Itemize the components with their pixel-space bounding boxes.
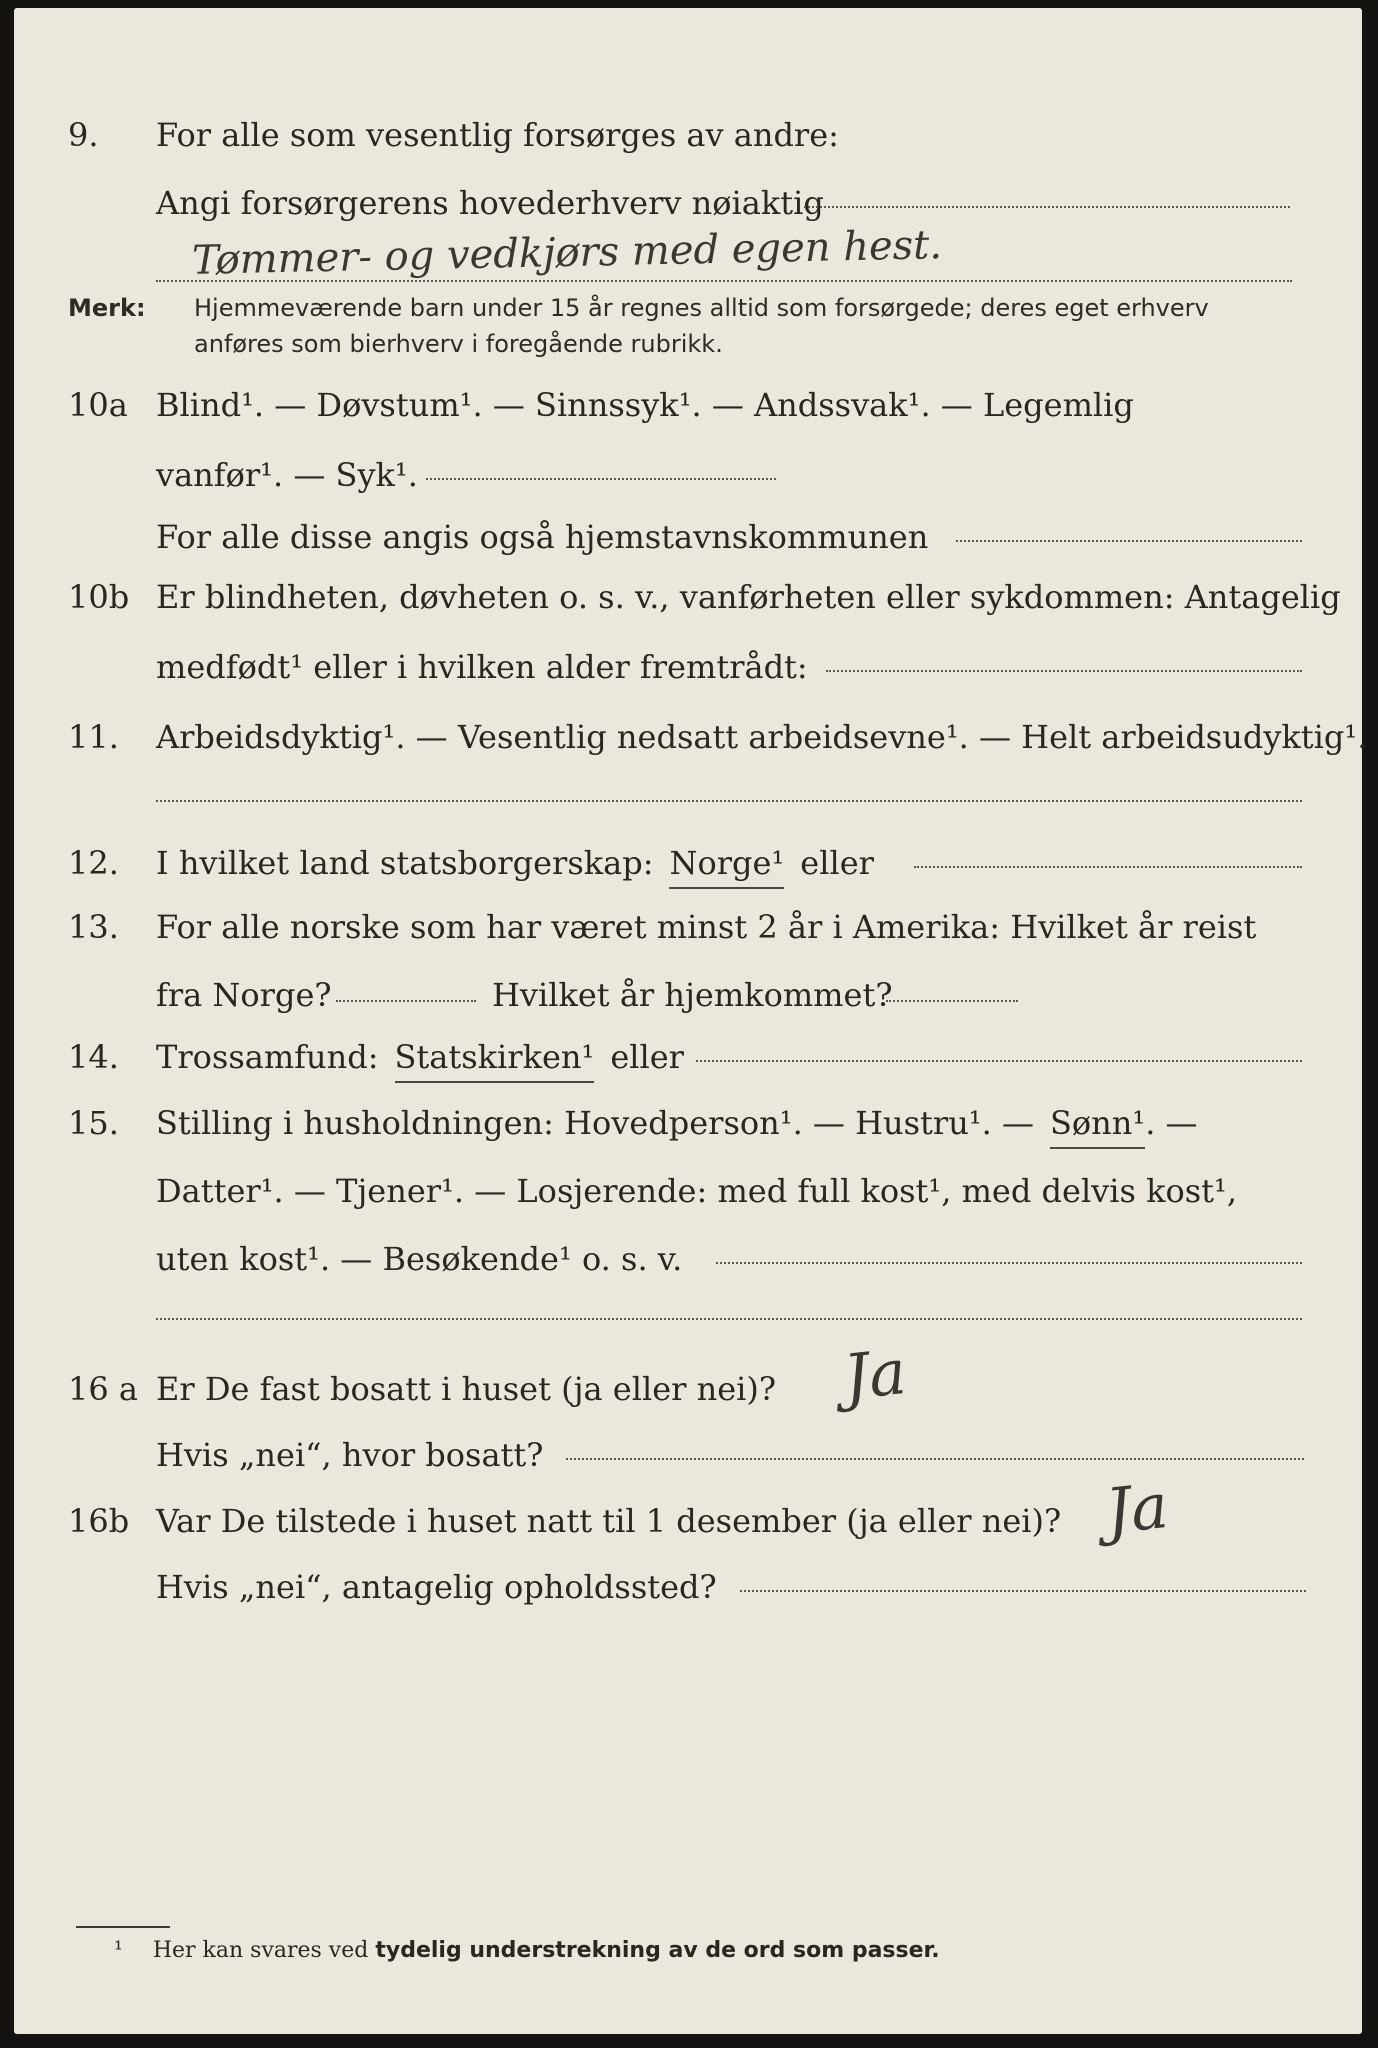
question-text: Hvis „nei“, hvor bosatt? (156, 1436, 544, 1474)
question-text: For alle norske som har været minst 2 år i Amerika: Hvilket år reist (156, 908, 1257, 946)
question-15-line-2 (14, 1168, 1362, 1214)
question-12 (14, 840, 1362, 886)
question-text: Datter¹. — Tjener¹. — Losjerende: med full kost¹, med delvis kost¹, (156, 1172, 1238, 1210)
question-9 (14, 112, 1362, 158)
question-text: Hvis „nei“, antagelig opholdssted? (156, 1568, 717, 1606)
question-number: 10b (68, 578, 130, 616)
question-text: Stilling i husholdningen: Hovedperson¹. — Hustru¹. — Sønn¹ . — (156, 1100, 1198, 1149)
question-10b (14, 574, 1362, 620)
question-text: Arbeidsdyktig¹. — Vesentlig nedsatt arbeidsevne¹. — Helt arbeidsudyktig¹. (156, 718, 1368, 756)
dotted-leader (156, 280, 1292, 282)
question-16b-line-2 (14, 1564, 1362, 1610)
note-label: Merk: (68, 294, 146, 322)
underlined-answer: Norge¹ (669, 840, 784, 889)
dotted-leader (826, 670, 1302, 672)
question-number: 16 a (68, 1370, 138, 1408)
question-text: I hvilket land statsborgerskap: Norge¹ eller (156, 840, 874, 889)
dotted-leader (886, 1000, 1018, 1002)
question-number: 14. (68, 1038, 119, 1076)
question-text: Er De fast bosatt i huset (ja eller nei)? (156, 1370, 777, 1408)
question-text: uten kost¹. — Besøkende¹ o. s. v. (156, 1240, 683, 1278)
question-text: fra Norge? (156, 976, 332, 1014)
footnote-rule (76, 1926, 170, 1928)
dotted-leader (426, 478, 776, 480)
question-10a-line-2 (14, 452, 1362, 498)
question-11 (14, 714, 1368, 760)
note-text-line-1: Hjemmeværende barn under 15 år regnes alltid som forsørgede; deres eget erhverv (194, 294, 1209, 322)
question-10a (14, 382, 1362, 428)
underlined-answer: Sønn¹ (1050, 1100, 1145, 1149)
question-10b-line-2 (14, 644, 1362, 690)
dotted-leader (156, 800, 1302, 802)
question-text: Er blindheten, døvheten o. s. v., vanførheten eller sykdommen: Antagelig (156, 578, 1341, 616)
question-13-line-2 (14, 972, 1362, 1018)
question-9-line-2 (14, 180, 1362, 226)
dotted-leader (956, 540, 1302, 542)
footnote-text: Her kan svares ved (152, 1938, 369, 1963)
question-number: 10a (68, 386, 128, 424)
question-14 (14, 1034, 1362, 1080)
question-16a (14, 1366, 1362, 1412)
question-text: medfødt¹ eller i hvilken alder fremtrådt: (156, 648, 808, 686)
dotted-leader (716, 1262, 1302, 1264)
dotted-leader (156, 1318, 1302, 1320)
footnote-bold-text: tydelig understrekning av de ord som passer. (375, 1938, 940, 1963)
question-text: For alle som vesentlig forsørges av andre: (156, 116, 839, 154)
question-number: 11. (68, 718, 119, 756)
dotted-leader (696, 1060, 1302, 1062)
question-text: Angi forsørgerens hovederhverv nøiaktig (156, 184, 824, 222)
dotted-leader (804, 206, 1290, 208)
question-number: 16b (68, 1502, 130, 1540)
question-number: 12. (68, 844, 119, 882)
question-15 (14, 1100, 1362, 1146)
underlined-answer: Statskirken¹ (395, 1034, 595, 1083)
footnote-mark: ¹ (114, 1938, 123, 1963)
question-text: Blind¹. — Døvstum¹. — Sinnssyk¹. — Andssvak¹. — Legemlig (156, 386, 1134, 424)
note-text-line-2: anføres som bierhverv i foregående rubrikk. (194, 330, 723, 358)
question-text: vanfør¹. — Syk¹. (156, 456, 418, 494)
question-number: 13. (68, 908, 119, 946)
question-number: 15. (68, 1104, 119, 1142)
footnote (114, 1936, 940, 1966)
dotted-leader (914, 866, 1302, 868)
question-15-line-3 (14, 1236, 1362, 1282)
question-text: Hvilket år hjemkommet? (492, 976, 893, 1014)
dotted-leader (336, 1000, 476, 1002)
question-text: Trossamfund: Statskirken¹ eller (156, 1034, 684, 1083)
census-form-page (14, 8, 1368, 2034)
question-10a-line-3 (14, 514, 1362, 560)
handwritten-answer: Tømmer- og vedkjørs med egen hest. (191, 222, 943, 284)
handwritten-answer: Ja (840, 1334, 910, 1415)
dotted-leader (740, 1590, 1306, 1592)
handwritten-answer: Ja (1102, 1468, 1172, 1549)
question-text: Var De tilstede i huset natt til 1 desember (ja eller nei)? (156, 1502, 1062, 1540)
question-text: For alle disse angis også hjemstavnskommunen (156, 518, 929, 556)
question-number: 9. (68, 116, 99, 154)
dotted-leader (566, 1458, 1304, 1460)
question-13 (14, 904, 1362, 950)
